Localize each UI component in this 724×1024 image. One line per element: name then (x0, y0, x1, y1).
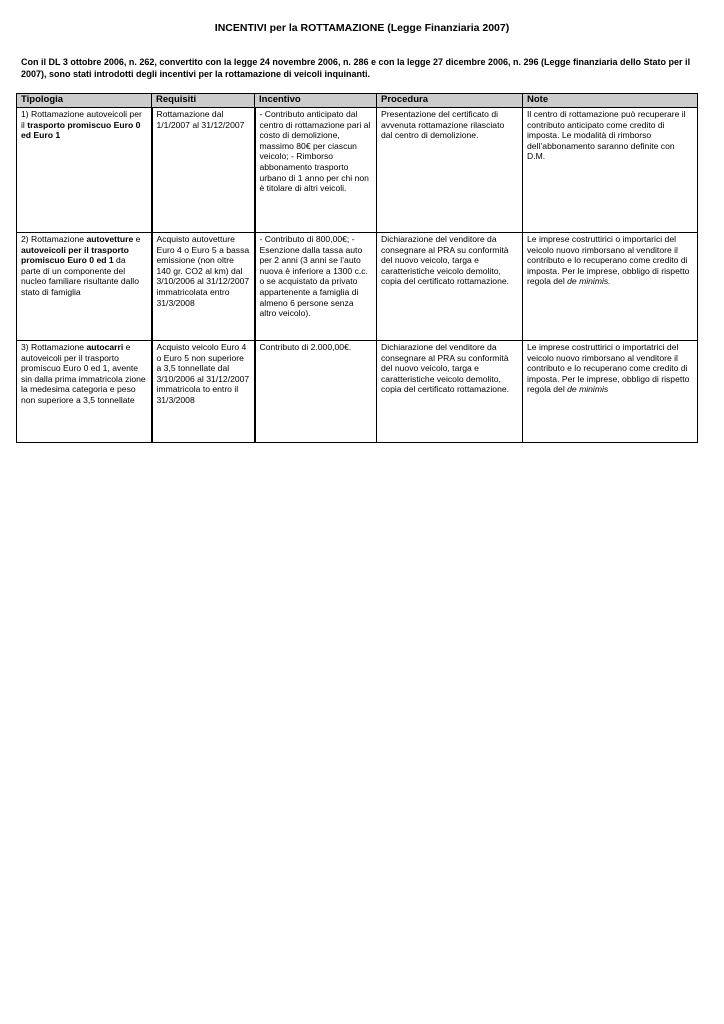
cell-requisiti: Rottamazione dal 1/1/2007 al 31/12/2007 (152, 108, 255, 233)
text-run: de minimis (567, 384, 609, 395)
header-incentivo: Incentivo (255, 94, 377, 108)
text-run: autocarri (86, 342, 124, 352)
header-requisiti: Requisiti (152, 94, 255, 108)
cell-incentivo: Contributo di 2.000,00€. (255, 341, 377, 443)
cell-tipologia: 2) Rottamazione autovetture e autoveicoli per il trasporto promiscuo Euro 0 ed 1 da parte di un componente del nucleo familiare risultante dallo stato di famiglia (17, 233, 152, 341)
cell-incentivo: - Contributo di 800,00€; - Esenzione dalla tassa auto per 2 anni (3 anni se l’auto nuova è inferiore a 1300 c.c. o se acquistato da privato appartenente a famiglia di almeno 6 persone senza altro veicolo). (255, 233, 377, 341)
document-title: INCENTIVI per la ROTTAMAZIONE (Legge Finanziaria 2007) (214, 22, 510, 34)
cell-note: Le imprese costruttirici o importarici del veicolo nuovo rimborsano al venditore il contributo e lo recuperano come credito di imposta. Per le imprese, obbligo di rispetto regola del de minimis. (523, 233, 698, 341)
incentives-table (16, 93, 698, 443)
cell-incentivo: - Contributo anticipato dal centro di rottamazione pari al costo di demolizione, massimo 80€ per ciascun veicolo; - Rimborso abbonamento trasporto urbano di 1 anno per chi non è titolare di altri veicoli. (255, 108, 377, 233)
header-note: Note (523, 94, 698, 108)
cell-note: Il centro di rottamazione può recuperare il contributo anticipato come credito di imposta. Le modalità di rimborso dell’abbonamento saranno definite con D.M. (523, 108, 698, 233)
cell-requisiti: Acquisto veicolo Euro 4 o Euro 5 non superiore a 3,5 tonnellate dal 3/10/2006 al 31/12/2007 immatricola to entro il 31/3/2008 (152, 341, 255, 443)
header-tipologia: Tipologia (17, 94, 152, 108)
table-header-row (17, 94, 698, 108)
intro-paragraph: Con il DL 3 ottobre 2006, n. 262, convertito con la legge 24 novembre 2006, n. 286 e con la legge 27 dicembre 2006, n. 296 (Legge finanziaria dello Stato per il 2007), sono stati introdotti degli incentivi per la rottamazione di veicoli inquinanti. (21, 57, 691, 79)
text-run: autoveicoli per il trasporto promiscuo Euro 0 ed 1 (21, 244, 129, 266)
text-run: trasporto promiscuo Euro 0 ed Euro 1 (21, 119, 141, 141)
cell-requisiti: Acquisto autovetture Euro 4 o Euro 5 a bassa emissione (non oltre 140 gr. CO2 al km) dal 3/10/2006 al 31/12/2007 immatricolata entro 31/3/2008 (152, 233, 255, 341)
cell-procedura: Presentazione del certificato di avvenuta rottamazione rilasciato dal centro di demolizione. (377, 108, 523, 233)
table-row (17, 108, 698, 233)
table-row (17, 341, 698, 443)
cell-tipologia: 3) Rottamazione autocarri e autoveicoli per il trasporto promiscuo Euro 0 ed 1, avente sin dalla prima immatricola zione la medesima categoria e peso non superiore a 3,5 tonnellate (17, 341, 152, 443)
cell-procedura: Dichiarazione del venditore da consegnare al PRA su conformità del nuovo veicolo, targa e caratteristiche veicolo demolito, copia del certificato rottamazione. (377, 233, 523, 341)
header-procedura: Procedura (377, 94, 523, 108)
table-row (17, 233, 698, 341)
cell-tipologia: 1) Rottamazione autoveicoli per il trasporto promiscuo Euro 0 ed Euro 1 (17, 108, 152, 233)
text-run: autovetture (86, 234, 134, 244)
text-run: de minimis. (567, 276, 611, 287)
cell-procedura: Dichiarazione del venditore da consegnare al PRA su conformità del nuovo veicolo, targa e caratteristiche veicolo demolito, copia del certificato rottamazione. (377, 341, 523, 443)
cell-note: Le imprese costruttirici o importatrici del veicolo nuovo rimborsano al venditore il contributo e lo recuperano come credito di imposta. Per le imprese, obbligo di rispetto regola del de minimis (523, 341, 698, 443)
